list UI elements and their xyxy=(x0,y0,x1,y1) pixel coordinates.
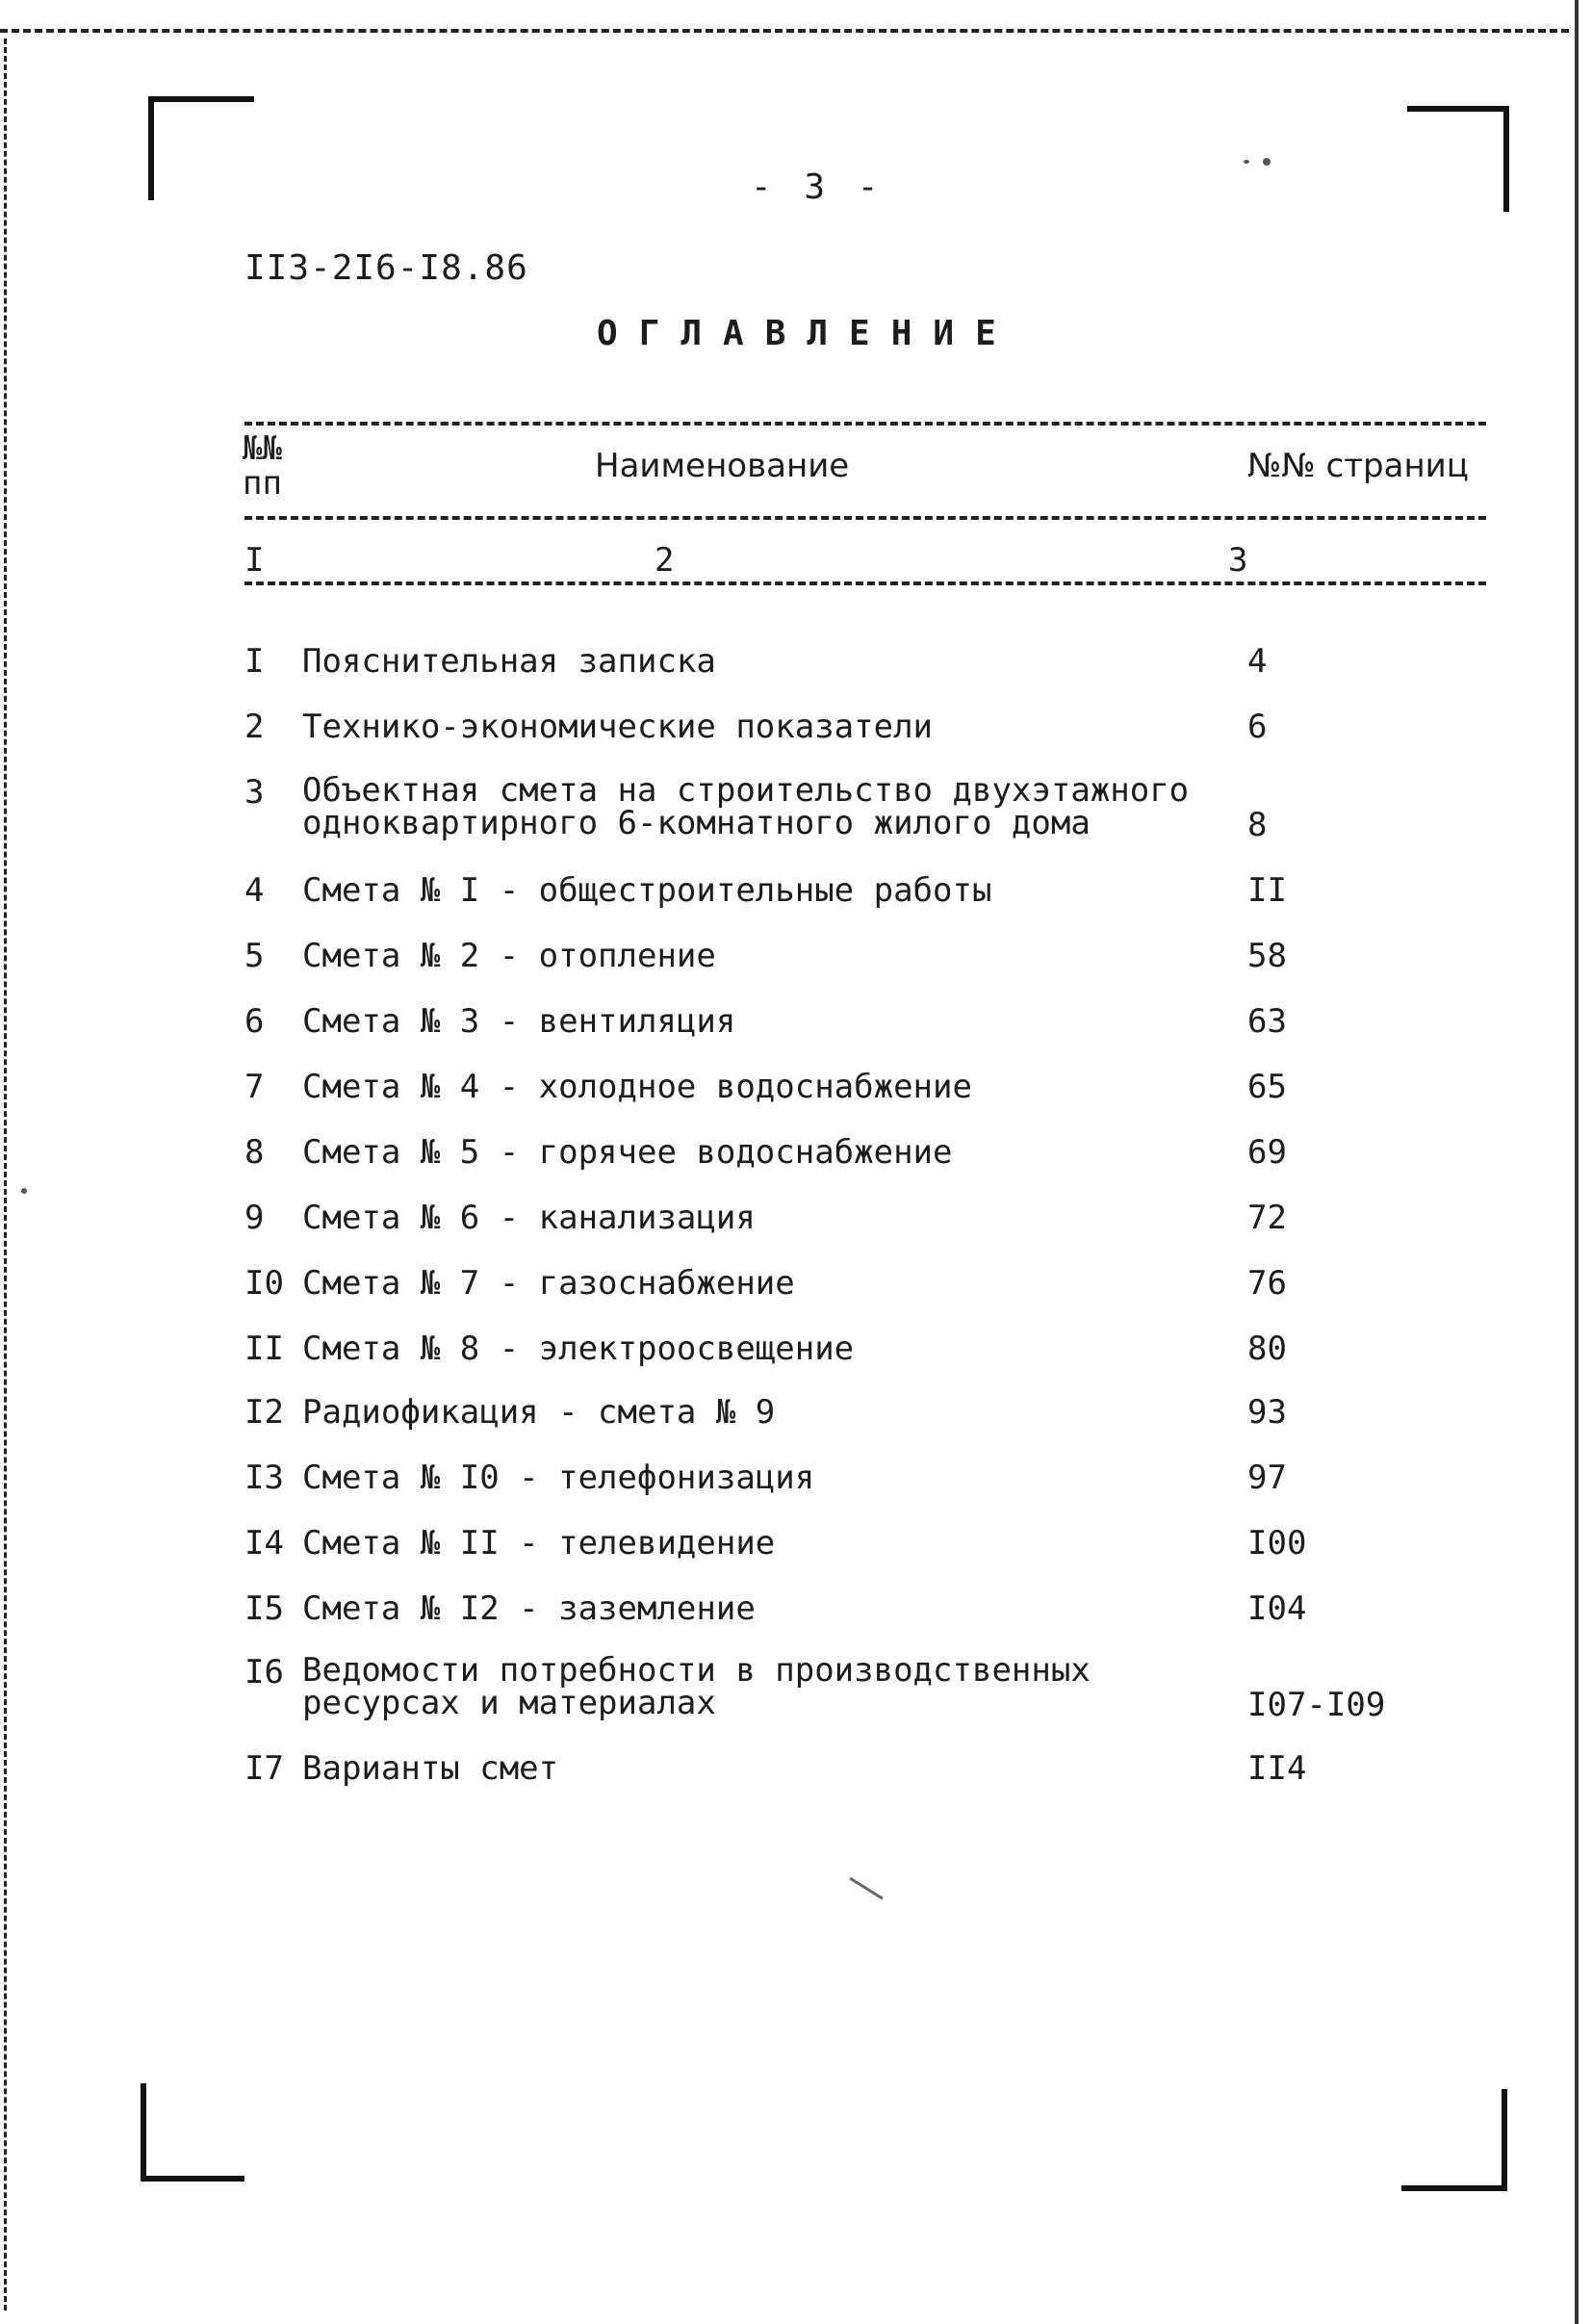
item-name: Смета № 3 - вентиляция xyxy=(302,1002,736,1041)
item-number: I xyxy=(244,642,265,681)
corner-mark-top-left xyxy=(148,96,254,200)
item-number: 8 xyxy=(244,1133,265,1172)
item-page: 6 xyxy=(1247,708,1268,746)
item-number: I0 xyxy=(244,1264,284,1303)
column-pages-label: №№ страниц xyxy=(1247,447,1469,485)
item-page: 93 xyxy=(1247,1393,1287,1432)
item-name: Смета № I2 - заземление xyxy=(302,1589,756,1628)
column-index-3: 3 xyxy=(1228,541,1248,580)
item-name: Объектная смета на строительство двухэтажного одноквартирного 6-комнатного жилого дома xyxy=(302,771,1190,842)
scan-mark xyxy=(849,1877,884,1900)
item-page: 69 xyxy=(1247,1133,1287,1172)
item-name: Варианты смет xyxy=(302,1749,559,1788)
left-border-dashes xyxy=(4,39,7,2311)
scan-speck xyxy=(21,1188,27,1194)
item-page: 58 xyxy=(1247,937,1287,975)
item-number: 7 xyxy=(244,1068,265,1106)
item-name: Ведомости потребности в производственных ресурсах и материалах xyxy=(302,1651,1091,1722)
column-number-label xyxy=(243,431,282,501)
item-name: Смета № 8 - электроосвещение xyxy=(302,1330,855,1368)
item-number: I2 xyxy=(244,1393,284,1432)
item-number: 9 xyxy=(244,1199,265,1237)
item-number: I4 xyxy=(244,1524,284,1562)
item-name: Смета № 7 - газоснабжение xyxy=(302,1264,795,1303)
item-page: I00 xyxy=(1247,1524,1307,1562)
item-page: 63 xyxy=(1247,1002,1287,1041)
header-bottom-rule xyxy=(244,581,1486,585)
item-number: I3 xyxy=(244,1459,284,1497)
item-name: Пояснительная записка xyxy=(302,642,716,681)
item-name: Смета № I - общестроительные работы xyxy=(302,871,992,910)
page-number: - 3 - xyxy=(751,168,885,207)
item-name: Радиофикация - смета № 9 xyxy=(302,1393,776,1432)
column-number-label-line1: №№ xyxy=(243,429,282,468)
item-page: 4 xyxy=(1247,642,1268,681)
item-page: 80 xyxy=(1247,1330,1287,1368)
item-page: 8 xyxy=(1247,806,1268,844)
page-title: ОГЛАВЛЕНИЕ xyxy=(597,314,1017,353)
document-code: II3-2I6-I8.86 xyxy=(244,248,528,288)
item-number: 6 xyxy=(244,1002,265,1041)
corner-mark-bottom-right xyxy=(1401,2089,1507,2191)
corner-mark-top-right xyxy=(1407,106,1509,212)
top-border-dashes xyxy=(0,29,1569,33)
column-number-label-line2: пп xyxy=(243,464,282,503)
item-page: 72 xyxy=(1247,1199,1287,1237)
scan-speck xyxy=(1263,158,1271,166)
column-index-1: I xyxy=(244,541,265,580)
item-name: Смета № II - телевидение xyxy=(302,1524,776,1562)
item-name: Технико-экономические показатели xyxy=(302,708,934,746)
header-top-rule xyxy=(244,422,1486,426)
item-page: I07-I09 xyxy=(1247,1686,1386,1724)
item-name: Смета № 4 - холодное водоснабжение xyxy=(302,1068,972,1106)
item-number: I5 xyxy=(244,1589,284,1628)
item-name: Смета № I0 - телефонизация xyxy=(302,1459,815,1497)
item-page: 76 xyxy=(1247,1264,1287,1303)
item-page: II4 xyxy=(1247,1749,1307,1788)
item-page: 97 xyxy=(1247,1459,1287,1497)
right-border-line xyxy=(1575,0,1579,2324)
header-middle-rule xyxy=(244,516,1486,520)
item-name: Смета № 6 - канализация xyxy=(302,1199,756,1237)
corner-mark-bottom-left xyxy=(141,2083,244,2182)
item-number: 4 xyxy=(244,871,265,910)
item-number: I6 xyxy=(244,1653,284,1691)
scan-speck xyxy=(1244,160,1249,164)
item-name: Смета № 5 - горячее водоснабжение xyxy=(302,1133,953,1172)
item-number: 2 xyxy=(244,708,265,746)
item-number: 3 xyxy=(244,773,265,812)
item-number: II xyxy=(244,1330,284,1368)
item-number: I7 xyxy=(244,1749,284,1788)
item-page: II xyxy=(1247,871,1287,910)
column-index-2: 2 xyxy=(655,541,675,580)
column-name-label: Наименование xyxy=(595,447,850,485)
item-page: I04 xyxy=(1247,1589,1307,1628)
item-name: Смета № 2 - отопление xyxy=(302,937,716,975)
item-number: 5 xyxy=(244,937,265,975)
item-page: 65 xyxy=(1247,1068,1287,1106)
